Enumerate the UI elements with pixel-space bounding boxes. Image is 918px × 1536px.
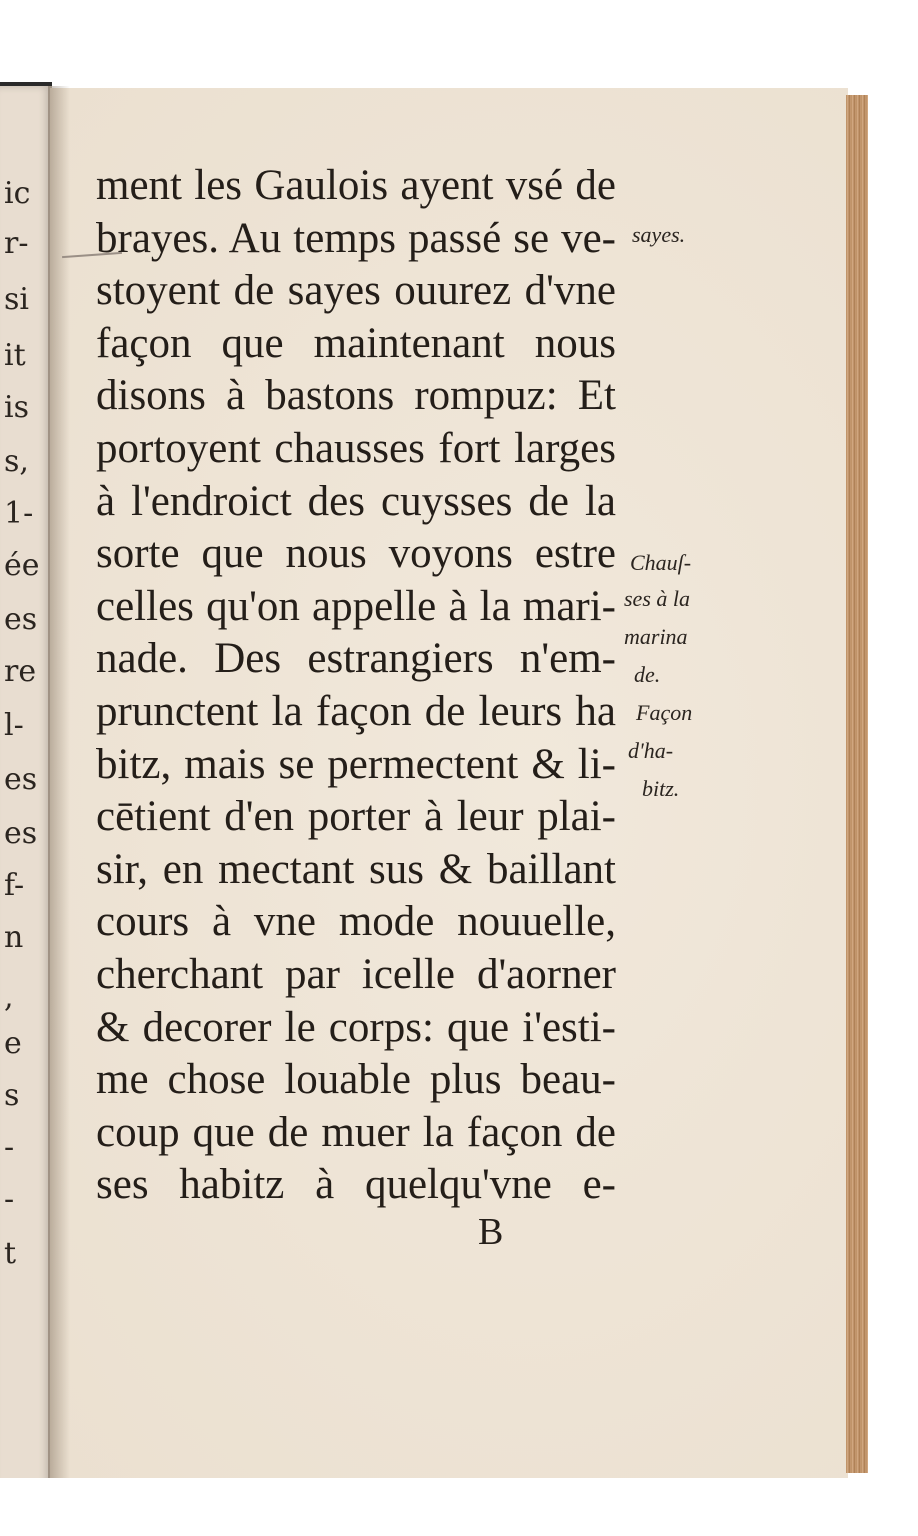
background-bottom (0, 1478, 918, 1536)
main-text-block (96, 160, 616, 1212)
bleed-fragment: - (4, 1130, 15, 1165)
bleed-fragment: is (4, 390, 29, 425)
text-line: à l'endroict des cuysses de la (96, 477, 616, 525)
text-line: me chose louable plus beau- (96, 1056, 616, 1104)
text-line: cours à vne mode nouuelle, (96, 898, 616, 946)
background-top (0, 0, 918, 92)
bleed-fragment: 1- (4, 496, 34, 531)
text-line: prunctent la façon de leurs ha (96, 687, 616, 735)
margin-note-chausses: marina (624, 624, 688, 649)
bleed-fragment: es (4, 816, 38, 851)
margin-note-facon: d'ha- (628, 738, 674, 763)
text-line: cherchant par icelle d'aorner (96, 950, 616, 998)
text-line: ses habitz à quelqu'vne e- (96, 1161, 616, 1209)
bleed-fragment: s, (4, 444, 29, 479)
bleed-fragment: r- (4, 226, 29, 261)
text-line: sir, en mectant sus & baillant (96, 845, 616, 893)
bleed-fragment: si (4, 282, 29, 317)
page-block-edges (846, 95, 868, 1473)
bleed-fragment: es (4, 602, 38, 637)
bleed-fragment: n (4, 920, 24, 955)
bleed-fragment: f- (4, 868, 25, 903)
text-line: façon que maintenant nous (96, 319, 616, 367)
signature-mark: B (478, 1211, 504, 1253)
bleed-fragment: ée (4, 548, 40, 583)
text-line: cētient d'en porter à leur plai- (96, 793, 616, 841)
margin-note-chausses: de. (634, 662, 661, 687)
bleed-fragment: l- (4, 708, 24, 743)
bleed-fragment: - (4, 1182, 15, 1217)
bleed-fragment: ic (4, 176, 31, 211)
bleed-fragment: re (4, 654, 37, 689)
text-line: celles qu'on appelle à la mari- (96, 582, 616, 630)
text-line: coup que de muer la façon de (96, 1108, 616, 1156)
left-page-text-fragments (0, 0, 52, 1536)
text-line: disons à bastons rompuz: Et (96, 372, 616, 420)
text-line: sorte que nous voyons estre (96, 530, 616, 578)
margin-note-facon: bitz. (642, 776, 680, 801)
bleed-fragment: es (4, 762, 38, 797)
margin-note-chausses: ses à la (624, 586, 690, 611)
bleed-fragment: e (4, 1026, 22, 1061)
spine-shadow (48, 86, 70, 1536)
text-line: nade. Des estrangiers n'em- (96, 635, 616, 683)
margin-note-sayes: sayes. (632, 222, 686, 247)
text-line: & decorer le corps: que i'esti- (96, 1003, 616, 1051)
bleed-fragment: s (4, 1078, 20, 1113)
text-line: brayes. Au temps passé se ve- (96, 214, 616, 262)
bleed-fragment: it (4, 338, 26, 373)
text-line: stoyent de sayes ouurez d'vne (96, 267, 616, 315)
margin-note-chausses: Chauſ- (630, 550, 692, 575)
text-line: bitz, mais se permectent & li- (96, 740, 616, 788)
text-line: portoyent chausses fort larges (96, 424, 616, 472)
text-line: ment les Gaulois ayent vsé de (96, 162, 616, 209)
bleed-fragment: t (4, 1236, 17, 1271)
margin-note-facon: Façon (636, 700, 693, 725)
bleed-fragment: , (4, 980, 14, 1015)
